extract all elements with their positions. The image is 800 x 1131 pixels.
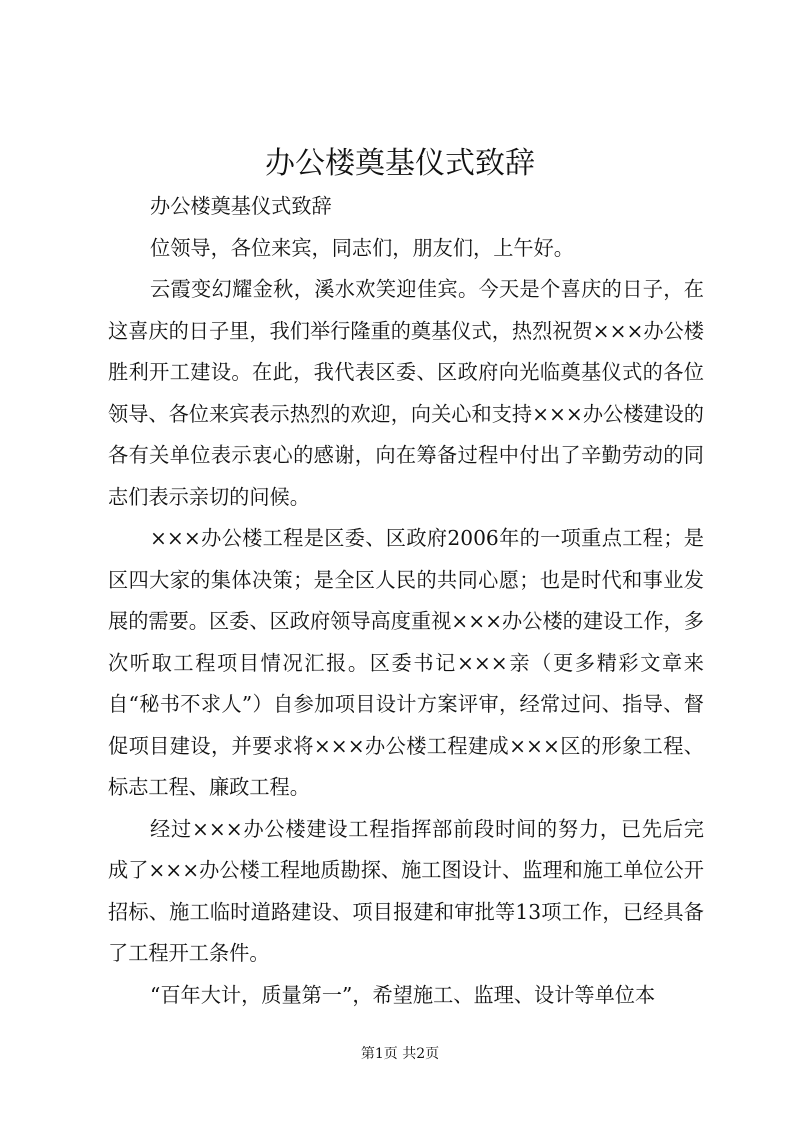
paragraph-subtitle: 办公楼奠基仪式致辞 — [150, 194, 332, 218]
paragraph-greeting: 位领导，各位来宾，同志们，朋友们，上午好。 — [150, 235, 574, 260]
page-footer — [0, 1044, 800, 1064]
page-title: 办公楼奠基仪式致辞 — [265, 146, 535, 181]
page-total: 共2页 — [402, 1046, 440, 1062]
paragraph: 经过×××办公楼建设工程指挥部前段时间的努力，已先后完成了×××办公楼工程地质勘探、施工图设计、监理和施工单位公开招标、施工临时道路建设、项目报建和审批等13项工作，已经具备了工程开工条件。 — [108, 816, 704, 965]
paragraph: 云霞变幻耀金秋，溪水欢笑迎佳宾。今天是个喜庆的日子，在这喜庆的日子里，我们举行隆重的奠基仪式，热烈祝贺×××办公楼胜利开工建设。在此，我代表区委、区政府向光临奠基仪式的各位领导、各位来宾表示热烈的欢迎，向关心和支持×××办公楼建设的各有关单位表示衷心的感谢，向在筹备过程中付出了辛勤劳动的同志们表示亲切的问候。 — [108, 277, 704, 509]
paragraph: ×××办公楼工程是区委、区政府2006年的一项重点工程；是区四大家的集体决策；是全区人民的共同心愿；也是时代和事业发展的需要。区委、区政府领导高度重视×××办公楼的建设工作，多次听取工程项目情况汇报。区委书记×××亲（更多精彩文章来自“秘书不求人”）自参加项目设计方案评审，经常过问、指导、督促项目建设，并要求将×××办公楼工程建成×××区的形象工程、标志工程、廉政工程。 — [108, 526, 704, 799]
document-body — [108, 186, 704, 1016]
page-number: 第1页 — [360, 1046, 398, 1062]
paragraph: “百年大计，质量第一”，希望施工、监理、设计等单位本 — [150, 982, 656, 1007]
